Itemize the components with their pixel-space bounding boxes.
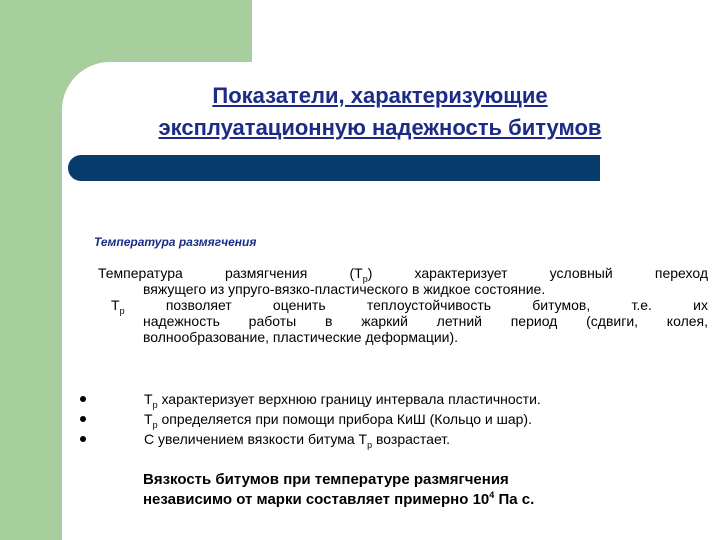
definition-paragraph (98, 265, 708, 345)
conclusion-paragraph (143, 470, 534, 510)
paragraph-line-2: вяжущего из упруго-вязко-пластического в жидкое состояние. (143, 281, 546, 297)
bullet-list (78, 389, 708, 449)
paragraph-line-1: Температура размягчения $(Т_р)$ характеризует условный переход (98, 265, 708, 284)
title-line-1: Показатели, характеризующие (212, 83, 548, 108)
section-subtitle: Температура размягчения (94, 235, 257, 249)
paragraph-line-5: волнообразование, пластические деформации). (143, 329, 459, 345)
bullet-icon (80, 396, 86, 402)
list-item: С увеличением вязкости битума $Т_р$ возрастает. (78, 429, 708, 449)
title-line-2: эксплуатационную надежность битумов (158, 115, 602, 140)
bullet-icon (80, 436, 86, 442)
paragraph-line-3: $Т_р$ позволяет оценить теплоустойчивость битумов, т.е. их (111, 297, 708, 316)
title-divider-bar (68, 155, 600, 181)
bullet-icon (80, 416, 86, 422)
paragraph-line-4: надежность работы в жаркий летний период (сдвиги, колея, (143, 313, 708, 329)
list-item: $Т_р$ определяется при помощи прибора КиШ (Кольцо и шар). (78, 409, 708, 429)
conclusion-line-1: Вязкость битумов при температуре размягчения (143, 471, 509, 488)
list-item: $Т_р$ характеризует верхнюю границу интервала пластичности. (78, 389, 708, 409)
conclusion-line-2: независимо от марки составляет примерно $10^4$ Па с. (143, 490, 535, 508)
slide-title (80, 80, 680, 144)
